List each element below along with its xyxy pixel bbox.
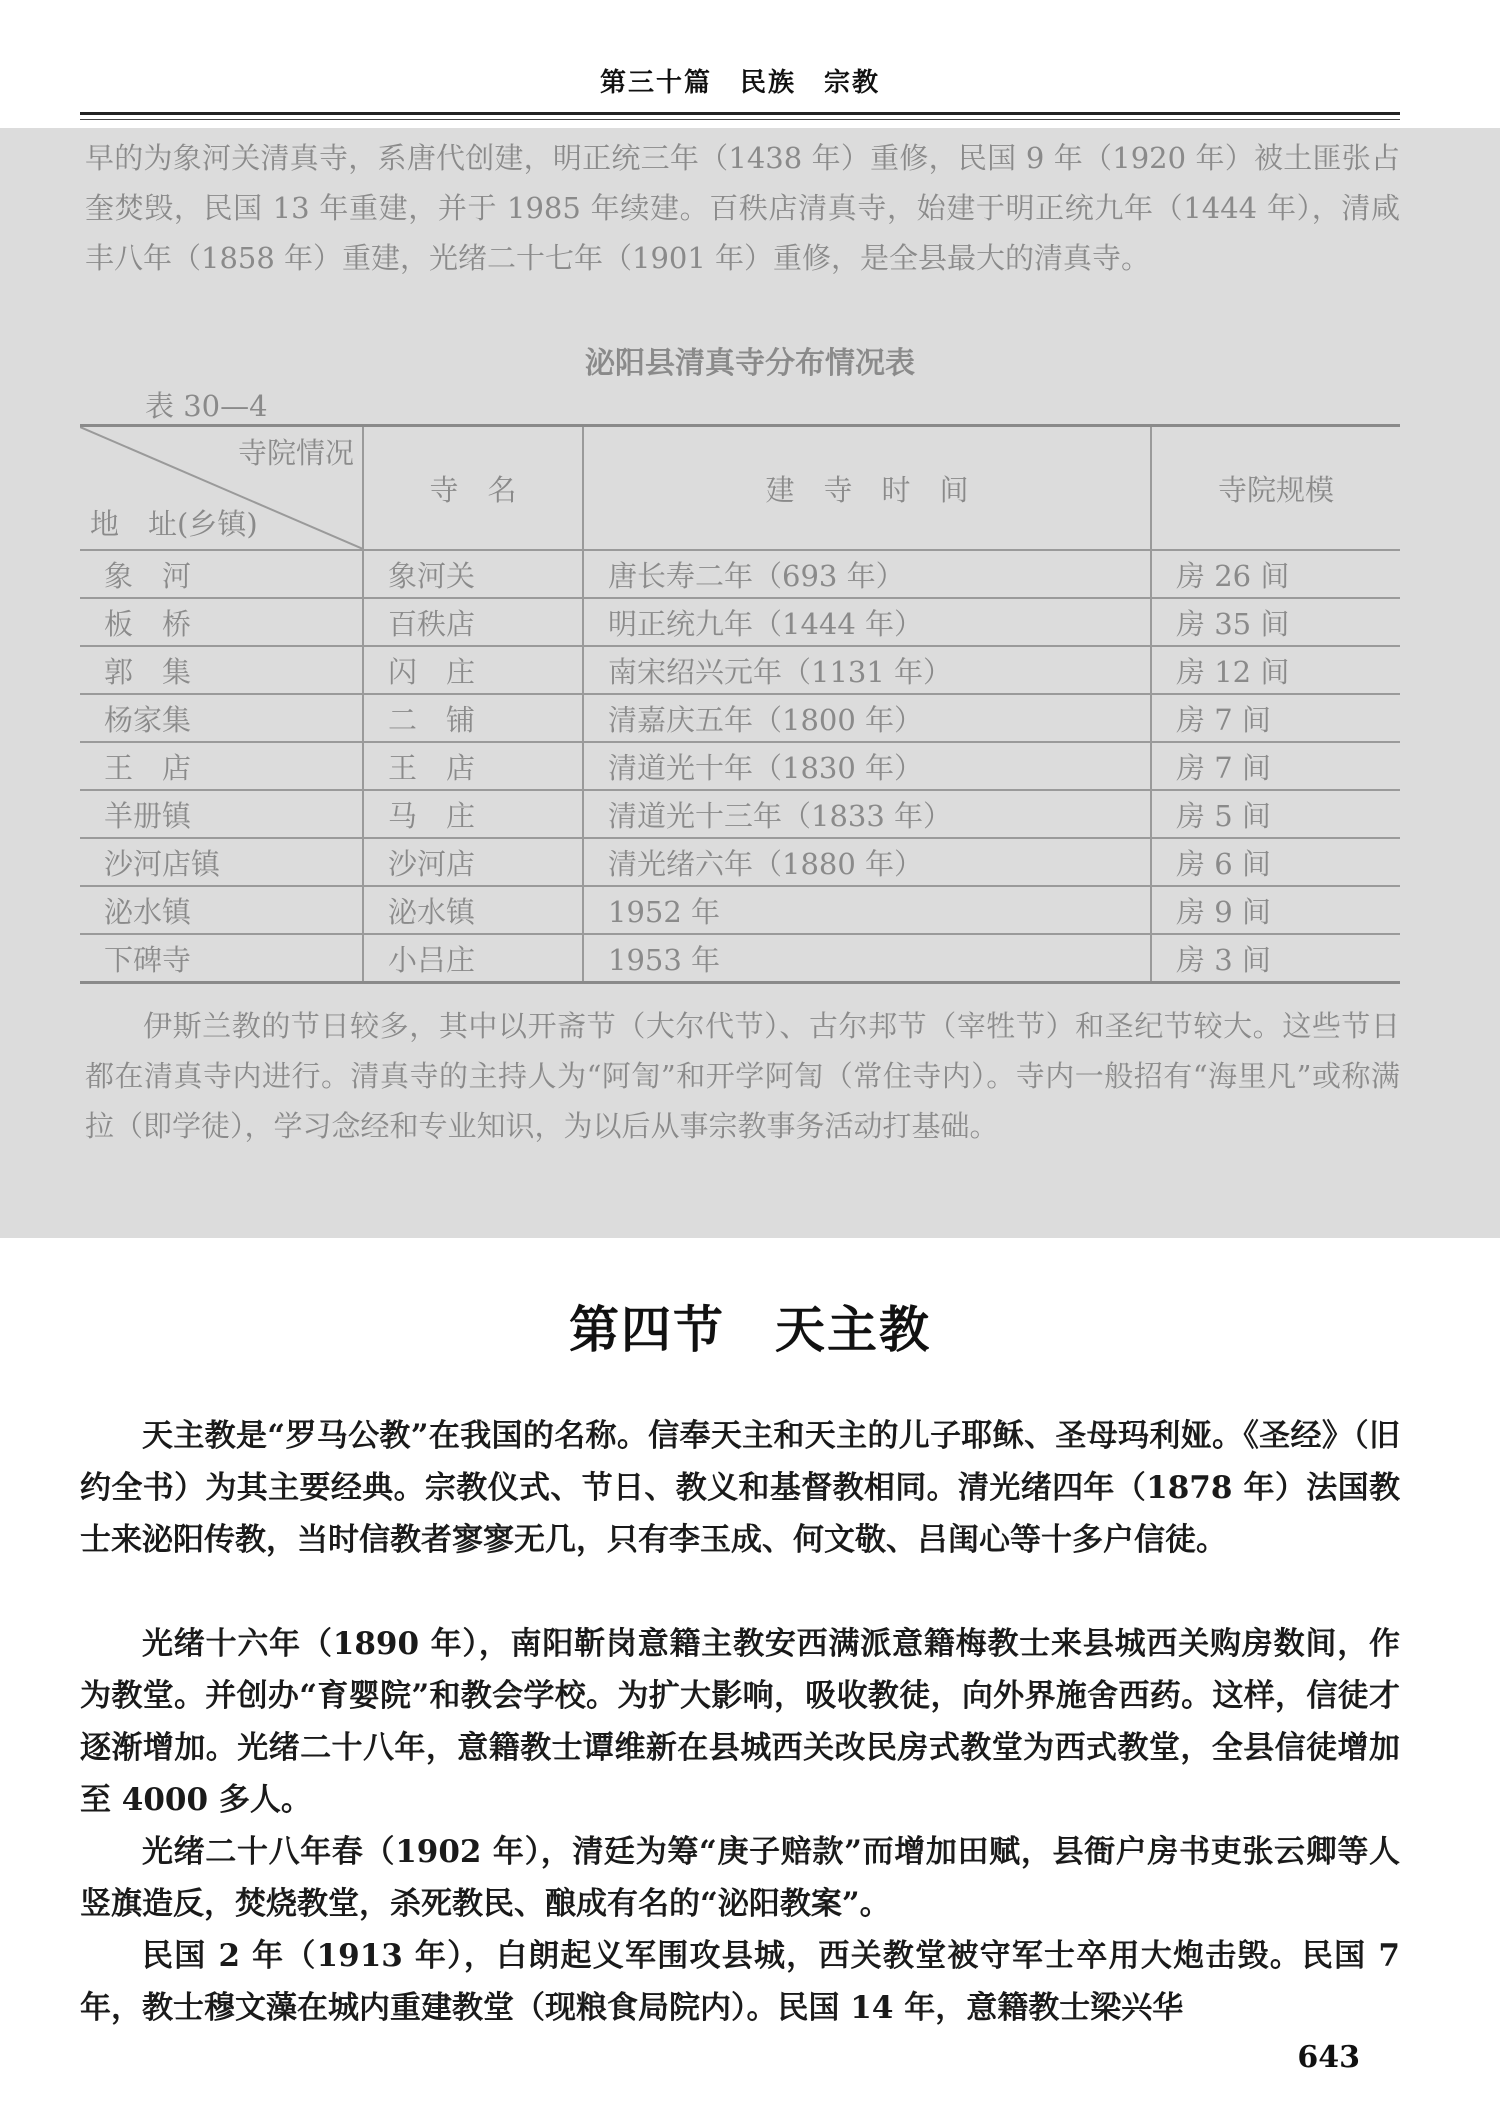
cell-scale: 房 9 间 [1151,886,1400,934]
header-rule-thin [80,119,1400,120]
cell-scale: 房 12 间 [1151,646,1400,694]
cell-place: 板 桥 [80,598,363,646]
cell-name: 百秩店 [363,598,583,646]
cell-scale: 房 26 间 [1151,550,1400,598]
table-row [80,646,1400,694]
cell-time: 唐长寿二年（693 年） [583,550,1151,598]
header-build-time: 建 寺 时 间 [583,426,1151,551]
table-row [80,790,1400,838]
cell-name: 马 庄 [363,790,583,838]
highlighted-region [0,128,1500,1238]
cell-time: 1953 年 [583,934,1151,983]
body-paragraph: 光绪二十八年春（1902 年），清廷为筹“庚子赔款”而增加田赋，县衙户房书吏张云卿等人竖旗造反，焚烧教堂，杀死教民、酿成有名的“泌阳教案”。 [80,1834,1400,1922]
cell-place: 沙河店镇 [80,838,363,886]
cell-time: 清光绪六年（1880 年） [583,838,1151,886]
cell-name: 沙河店 [363,838,583,886]
table-row [80,886,1400,934]
festival-paragraph: 伊斯兰教的节日较多，其中以开斋节（大尔代节）、古尔邦节（宰牲节）和圣纪节较大。这些节日都在清真寺内进行。清真寺的主持人为“阿訇”和开学阿訇（常住寺内）。寺内一般招有“海里凡”或称满拉（即学徒），学习念经和专业知识，为以后从事宗教事务活动打基础。 [85,1009,1400,1143]
cell-time: 清道光十年（1830 年） [583,742,1151,790]
table-row [80,742,1400,790]
header-address: 地 址(乡镇) [90,507,258,541]
cell-name: 象河关 [363,550,583,598]
page-number: 643 [1297,2040,1360,2075]
body-paragraph: 民国 2 年（1913 年），白朗起义军围攻县城，西关教堂被守军士卒用大炮击毁。民国 7 年，教士穆文藻在城内重建教堂（现粮食局院内）。民国 14 年，意籍教士梁兴华 [80,1938,1400,2026]
cell-place: 泌水镇 [80,886,363,934]
cell-name: 二 铺 [363,694,583,742]
cell-name: 泌水镇 [363,886,583,934]
intro-paragraph: 早的为象河关清真寺，系唐代创建，明正统三年（1438 年）重修，民国 9 年（1920 年）被土匪张占奎焚毁，民国 13 年重建，并于 1985 年续建。百秩店清真寺，始建于明正统九年（1444 年），清咸丰八年（1858 年）重建，光绪二十七年（1901 年）重修，是全县最大的清真寺。 [85,141,1400,275]
table-header-row [80,426,1400,551]
body-paragraph: 天主教是“罗马公教”在我国的名称。信奉天主和天主的儿子耶稣、圣母玛利娅。《圣经》（旧约全书）为其主要经典。宗教仪式、节日、教义和基督教相同。清光绪四年（1878 年）法国教士来泌阳传教，当时信教者寥寥无几，只有李玉成、何文敬、吕闺心等十多户信徒。 [80,1418,1400,1558]
cell-place: 象 河 [80,550,363,598]
cell-place: 郭 集 [80,646,363,694]
cell-scale: 房 35 间 [1151,598,1400,646]
cell-scale: 房 5 间 [1151,790,1400,838]
table-row [80,934,1400,983]
body-paragraph: 光绪十六年（1890 年），南阳靳岗意籍主教安西满派意籍梅教士来县城西关购房数间，作为教堂。并创办“育婴院”和教会学校。为扩大影响，吸收教徒，向外界施舍西药。这样，信徒才逐渐增加。光绪二十八年，意籍教士谭维新在县城西关改民房式教堂为西式教堂，全县信徒增加至 4000 多人。 [80,1626,1400,1818]
table-row [80,838,1400,886]
cell-name: 王 店 [363,742,583,790]
cell-name: 闪 庄 [363,646,583,694]
section-name: 天主教 [775,1300,931,1359]
header-rule [80,112,1400,115]
table-row [80,694,1400,742]
mosque-distribution-table [80,424,1400,984]
table-title: 泌阳县清真寺分布情况表 [585,346,915,381]
cell-scale: 房 7 间 [1151,742,1400,790]
cell-time: 1952 年 [583,886,1151,934]
cell-place: 羊册镇 [80,790,363,838]
cell-place: 下碑寺 [80,934,363,983]
cell-scale: 房 3 间 [1151,934,1400,983]
section-title [0,1290,1500,1362]
table-row [80,598,1400,646]
header-temple-info: 寺院情况 [237,436,354,470]
cell-place: 杨家集 [80,694,363,742]
cell-time: 清嘉庆五年（1800 年） [583,694,1151,742]
section-number: 第四节 [569,1300,725,1359]
header-temple-name: 寺 名 [363,426,583,551]
header-scale: 寺院规模 [1151,426,1400,551]
cell-name: 小吕庄 [363,934,583,983]
cell-scale: 房 7 间 [1151,694,1400,742]
table-row [80,550,1400,598]
cell-scale: 房 6 间 [1151,838,1400,886]
cell-time: 明正统九年（1444 年） [583,598,1151,646]
cell-time: 清道光十三年（1833 年） [583,790,1151,838]
cell-time: 南宋绍兴元年（1131 年） [583,646,1151,694]
cell-place: 王 店 [80,742,363,790]
table-number: 表 30—4 [145,389,268,423]
diagonal-header-cell [80,426,363,551]
header-title: 第三十篇 民族 宗教 [599,68,880,98]
